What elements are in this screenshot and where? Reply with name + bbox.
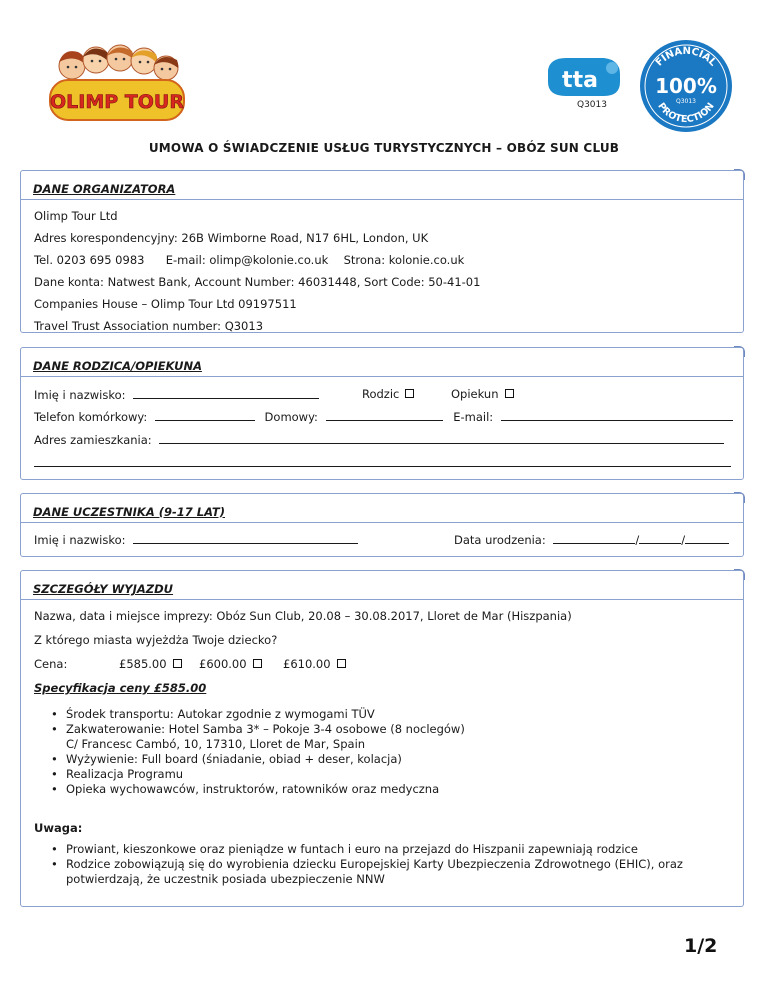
note-item-continued: potwierdzają, że uczestnik posiada ubezpieczenie NNW xyxy=(66,872,385,886)
olimp-logo-text: OLIMP TOUR xyxy=(50,91,184,113)
participant-name-label: Imię i nazwisko: xyxy=(34,533,126,547)
parent-name-field[interactable] xyxy=(133,387,319,399)
organizer-companies-house: Companies House – Olimp Tour Ltd 09197511 xyxy=(34,297,297,311)
financial-protection-seal xyxy=(638,38,734,134)
note-item: • Rodzice zobowiązują się do wyrobienia dziecku Europejskiej Karty Ubezpieczenia Zdrowotnego (EHIC), oraz xyxy=(51,857,683,872)
address-field-line2[interactable] xyxy=(34,466,731,467)
dob-month-field[interactable] xyxy=(639,532,681,544)
dob-slash-2: / xyxy=(681,533,686,547)
note-list xyxy=(51,842,683,887)
organizer-heading: DANE ORGANIZATORA xyxy=(33,182,176,196)
seal-top-text: FINANCIAL xyxy=(653,45,719,69)
page-number: 1/2 xyxy=(684,935,718,957)
seal-percent: 100% xyxy=(655,74,717,98)
city-question: Z którego miasta wyjeżdża Twoje dziecko? xyxy=(34,633,278,647)
trip-event: Nazwa, data i miejsce imprezy: Obóz Sun Club, 20.08 – 30.08.2017, Lloret de Mar (Hiszpania) xyxy=(34,609,572,623)
mobile-label: Telefon komórkowy: xyxy=(34,410,148,424)
spec-item: • Wyżywienie: Full board (śniadanie, obiad + deser, kolacja) xyxy=(51,752,465,767)
seal-bottom-text: PROTECTION xyxy=(655,100,717,126)
spec-item: • Zakwaterowanie: Hotel Samba 3* – Pokoje 3-4 osobowe (8 noclegów) xyxy=(51,722,465,737)
parent-section xyxy=(20,347,744,480)
price-1-checkbox[interactable] xyxy=(173,659,182,668)
opiekun-checkbox[interactable] xyxy=(505,389,514,398)
document-title: UMOWA O ŚWIADCZENIE USŁUG TURYSTYCZNYCH – OBÓZ SUN CLUB xyxy=(148,141,620,155)
organizer-tta-number: Travel Trust Association number: Q3013 xyxy=(34,319,264,333)
parent-name-label: Imię i nazwisko: xyxy=(34,388,126,402)
address-field[interactable] xyxy=(159,432,724,444)
participant-name-field[interactable] xyxy=(133,532,358,544)
opiekun-label: Opiekun xyxy=(451,387,499,401)
parent-email-field[interactable] xyxy=(501,409,733,421)
parent-email-label: E-mail: xyxy=(453,410,494,424)
price-option-3: £610.00 xyxy=(283,657,331,671)
rodzic-checkbox[interactable] xyxy=(405,389,414,398)
organizer-website: Strona: kolonie.co.uk xyxy=(343,253,465,267)
spec-item: • Opieka wychowawców, instruktorów, ratowników oraz medyczna xyxy=(51,782,465,797)
dob-label: Data urodzenia: xyxy=(454,533,546,547)
participant-section xyxy=(20,493,744,557)
tta-logo-text: tta xyxy=(562,68,598,93)
seal-code: Q3013 xyxy=(676,98,696,105)
price-label: Cena: xyxy=(34,657,68,671)
organizer-section xyxy=(20,170,744,333)
dob-year-field[interactable] xyxy=(685,532,729,544)
home-phone-label: Domowy: xyxy=(264,410,318,424)
trip-heading: SZCZEGÓŁY WYJAZDU xyxy=(33,582,174,596)
price-2-checkbox[interactable] xyxy=(253,659,262,668)
note-item: • Prowiant, kieszonkowe oraz pieniądze w funtach i euro na przejazd do Hiszpanii zapewniają rodzice xyxy=(51,842,683,857)
trip-section xyxy=(20,570,744,907)
spec-item: • Środek transportu: Autokar zgodnie z wymogami TÜV xyxy=(51,707,465,722)
dob-slash-1: / xyxy=(635,533,640,547)
organizer-name: Olimp Tour Ltd xyxy=(34,209,118,223)
tta-code: Q3013 xyxy=(577,100,607,110)
price-option-2: £600.00 xyxy=(199,657,247,671)
dob-day-field[interactable] xyxy=(553,532,635,544)
home-phone-field[interactable] xyxy=(326,409,443,421)
price-option-1: £585.00 xyxy=(119,657,167,671)
address-label: Adres zamieszkania: xyxy=(34,433,152,447)
organizer-bank: Dane konta: Natwest Bank, Account Number: 46031448, Sort Code: 50-41-01 xyxy=(34,275,481,289)
participant-heading: DANE UCZESTNIKA (9-17 LAT) xyxy=(33,505,226,519)
organizer-address: Adres korespondencyjny: 26B Wimborne Road, N17 6HL, London, UK xyxy=(34,231,429,245)
spec-hotel-address: C/ Francesc Cambó, 10, 17310, Lloret de Mar, Spain xyxy=(66,737,366,751)
spec-heading: Specyfikacja ceny £585.00 xyxy=(34,681,207,695)
mobile-field[interactable] xyxy=(155,409,255,421)
organizer-email: E-mail: olimp@kolonie.co.uk xyxy=(165,253,329,267)
organizer-phone: Tel. 0203 695 0983 xyxy=(34,253,145,267)
note-heading: Uwaga: xyxy=(34,821,83,835)
price-3-checkbox[interactable] xyxy=(337,659,346,668)
parent-heading: DANE RODZICA/OPIEKUNA xyxy=(33,359,202,373)
olimp-tour-logo xyxy=(44,42,190,124)
tta-logo xyxy=(542,52,630,110)
rodzic-label: Rodzic xyxy=(362,387,400,401)
spec-item: • Realizacja Programu xyxy=(51,767,465,782)
spec-list xyxy=(51,707,465,797)
